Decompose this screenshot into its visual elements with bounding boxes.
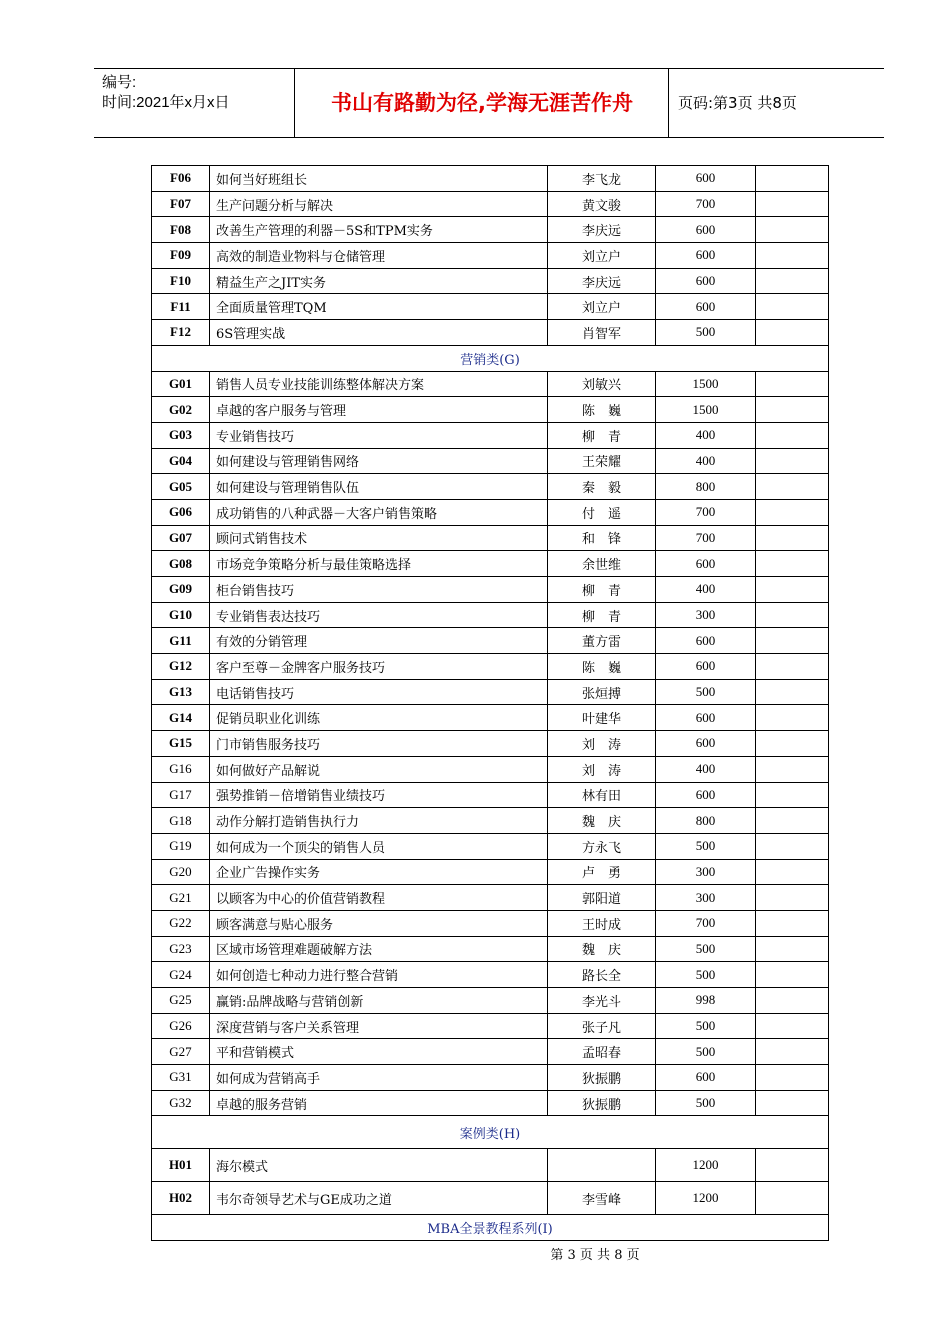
course-price: 700 (656, 499, 756, 525)
course-notes (756, 320, 829, 346)
course-code: G14 (152, 705, 210, 731)
course-lecturer: 刘立户 (548, 294, 656, 320)
course-title: 柜台销售技巧 (210, 577, 548, 603)
course-code: F12 (152, 320, 210, 346)
course-code: G04 (152, 448, 210, 474)
course-notes (756, 499, 829, 525)
course-title: 全面质量管理TQM (210, 294, 548, 320)
section-heading: 营销类(G) (152, 345, 829, 371)
course-code: G17 (152, 782, 210, 808)
course-lecturer: 柳 青 (548, 422, 656, 448)
table-row (152, 756, 829, 782)
course-lecturer: 卢 勇 (548, 859, 656, 885)
course-notes (756, 885, 829, 911)
course-notes (756, 1149, 829, 1182)
footer-page-number: 第 3 页 共 8 页 (550, 1248, 640, 1263)
course-code: G03 (152, 422, 210, 448)
table-row (152, 859, 829, 885)
course-code: H02 (152, 1182, 210, 1215)
course-lecturer: 李飞龙 (548, 166, 656, 192)
course-price: 500 (656, 936, 756, 962)
course-notes (756, 551, 829, 577)
table-row (152, 551, 829, 577)
course-code: F08 (152, 217, 210, 243)
course-notes (756, 833, 829, 859)
course-price: 500 (656, 320, 756, 346)
course-code: G10 (152, 602, 210, 628)
course-lecturer: 刘 涛 (548, 756, 656, 782)
table-row (152, 1065, 829, 1091)
table-row (152, 1039, 829, 1065)
course-lecturer (548, 1149, 656, 1182)
course-code: G21 (152, 885, 210, 911)
table-row (152, 1090, 829, 1116)
course-notes (756, 988, 829, 1014)
table-row (152, 499, 829, 525)
course-title: 海尔模式 (210, 1149, 548, 1182)
course-lecturer: 狄振鹏 (548, 1090, 656, 1116)
course-price: 600 (656, 1065, 756, 1091)
course-title: 如何创造七种动力进行整合营销 (210, 962, 548, 988)
course-notes (756, 910, 829, 936)
table-row (152, 191, 829, 217)
course-price: 400 (656, 422, 756, 448)
course-title: 如何建设与管理销售网络 (210, 448, 548, 474)
course-lecturer: 付 遥 (548, 499, 656, 525)
course-title: 门市销售服务技巧 (210, 731, 548, 757)
table-row (152, 525, 829, 551)
table-row (152, 268, 829, 294)
document-header (94, 68, 884, 138)
course-title: 平和营销模式 (210, 1039, 548, 1065)
table-row (152, 808, 829, 834)
course-price: 600 (656, 654, 756, 680)
table-row (152, 397, 829, 423)
course-title: 以顾客为中心的价值营销教程 (210, 885, 548, 911)
table-row (152, 782, 829, 808)
course-lecturer: 王时成 (548, 910, 656, 936)
course-code: G02 (152, 397, 210, 423)
course-code: H01 (152, 1149, 210, 1182)
table-row (152, 320, 829, 346)
header-divider (668, 69, 669, 137)
course-notes (756, 448, 829, 474)
course-lecturer: 秦 毅 (548, 474, 656, 500)
course-notes (756, 1039, 829, 1065)
course-notes (756, 243, 829, 269)
course-price: 400 (656, 577, 756, 603)
table-row (152, 654, 829, 680)
course-lecturer: 魏 庆 (548, 936, 656, 962)
table-row (152, 243, 829, 269)
course-title: 动作分解打造销售执行力 (210, 808, 548, 834)
course-title: 卓越的客户服务与管理 (210, 397, 548, 423)
course-notes (756, 782, 829, 808)
table-row (152, 1182, 829, 1215)
course-code: F10 (152, 268, 210, 294)
course-title: 如何做好产品解说 (210, 756, 548, 782)
course-notes (756, 936, 829, 962)
table-row (152, 474, 829, 500)
course-lecturer: 李光斗 (548, 988, 656, 1014)
table-row (152, 1013, 829, 1039)
course-title: 赢销:品牌战略与营销创新 (210, 988, 548, 1014)
course-price: 1200 (656, 1182, 756, 1215)
course-lecturer: 魏 庆 (548, 808, 656, 834)
course-notes (756, 628, 829, 654)
course-title: 区域市场管理难题破解方法 (210, 936, 548, 962)
section-row (152, 1116, 829, 1149)
course-notes (756, 1013, 829, 1039)
course-price: 600 (656, 782, 756, 808)
course-title: 专业销售技巧 (210, 422, 548, 448)
course-title: 6S管理实战 (210, 320, 548, 346)
course-lecturer: 方永飞 (548, 833, 656, 859)
course-lecturer: 肖智军 (548, 320, 656, 346)
course-lecturer: 林有田 (548, 782, 656, 808)
course-price: 500 (656, 962, 756, 988)
course-title: 有效的分销管理 (210, 628, 548, 654)
table-row (152, 448, 829, 474)
section-heading: 案例类(H) (152, 1116, 829, 1149)
course-title: 如何成为营销高手 (210, 1065, 548, 1091)
course-title: 如何当好班组长 (210, 166, 548, 192)
course-lecturer: 陈 巍 (548, 397, 656, 423)
course-price: 998 (656, 988, 756, 1014)
course-title: 如何成为一个顶尖的销售人员 (210, 833, 548, 859)
header-divider (294, 69, 295, 137)
course-title: 顾客满意与贴心服务 (210, 910, 548, 936)
course-price: 1500 (656, 397, 756, 423)
course-notes (756, 808, 829, 834)
course-price: 800 (656, 474, 756, 500)
course-lecturer: 张子凡 (548, 1013, 656, 1039)
course-lecturer: 刘立户 (548, 243, 656, 269)
course-code: G12 (152, 654, 210, 680)
course-code: G27 (152, 1039, 210, 1065)
table-row (152, 885, 829, 911)
course-code: G01 (152, 371, 210, 397)
table-row (152, 833, 829, 859)
course-code: F11 (152, 294, 210, 320)
course-price: 300 (656, 602, 756, 628)
course-lecturer: 陈 巍 (548, 654, 656, 680)
section-row (152, 1215, 829, 1241)
course-price: 500 (656, 1013, 756, 1039)
course-title: 精益生产之JIT实务 (210, 268, 548, 294)
course-title: 市场竞争策略分析与最佳策略选择 (210, 551, 548, 577)
course-notes (756, 859, 829, 885)
course-title: 销售人员专业技能训练整体解决方案 (210, 371, 548, 397)
course-price: 600 (656, 268, 756, 294)
course-lecturer: 李雪峰 (548, 1182, 656, 1215)
course-code: G19 (152, 833, 210, 859)
course-code: G06 (152, 499, 210, 525)
table-row (152, 936, 829, 962)
course-price: 500 (656, 833, 756, 859)
header-motto: 书山有路勤为径,学海无涯苦作舟 (331, 91, 633, 115)
course-notes (756, 371, 829, 397)
course-lecturer: 张烜搏 (548, 679, 656, 705)
course-notes (756, 756, 829, 782)
course-title: 韦尔奇领导艺术与GE成功之道 (210, 1182, 548, 1215)
course-notes (756, 705, 829, 731)
course-title: 专业销售表达技巧 (210, 602, 548, 628)
course-notes (756, 397, 829, 423)
course-lecturer: 王荣耀 (548, 448, 656, 474)
table-row (152, 602, 829, 628)
course-code: G05 (152, 474, 210, 500)
table-row (152, 217, 829, 243)
course-notes (756, 191, 829, 217)
course-notes (756, 217, 829, 243)
course-notes (756, 166, 829, 192)
course-title: 改善生产管理的利器－5S和TPM实务 (210, 217, 548, 243)
course-code: G18 (152, 808, 210, 834)
course-notes (756, 474, 829, 500)
course-title: 企业广告操作实务 (210, 859, 548, 885)
course-lecturer: 路长全 (548, 962, 656, 988)
course-price: 600 (656, 243, 756, 269)
course-lecturer: 黄文骏 (548, 191, 656, 217)
course-code: G22 (152, 910, 210, 936)
course-notes (756, 731, 829, 757)
course-price: 500 (656, 1090, 756, 1116)
course-price: 600 (656, 551, 756, 577)
course-code: G11 (152, 628, 210, 654)
course-price: 600 (656, 166, 756, 192)
table-row (152, 294, 829, 320)
page-footer (0, 1244, 950, 1263)
course-code: F07 (152, 191, 210, 217)
course-lecturer: 柳 青 (548, 602, 656, 628)
course-price: 700 (656, 191, 756, 217)
course-code: G07 (152, 525, 210, 551)
course-price: 700 (656, 910, 756, 936)
time-label: 时间:2021年x月x日 (102, 94, 230, 111)
course-title: 卓越的服务营销 (210, 1090, 548, 1116)
table-row (152, 910, 829, 936)
course-notes (756, 525, 829, 551)
course-price: 400 (656, 448, 756, 474)
course-lecturer: 李庆远 (548, 217, 656, 243)
course-title: 生产问题分析与解决 (210, 191, 548, 217)
course-title: 如何建设与管理销售队伍 (210, 474, 548, 500)
course-code: G20 (152, 859, 210, 885)
course-code: G13 (152, 679, 210, 705)
table-row (152, 166, 829, 192)
table-row (152, 422, 829, 448)
course-code: G26 (152, 1013, 210, 1039)
course-price: 400 (656, 756, 756, 782)
course-price: 1200 (656, 1149, 756, 1182)
course-title: 深度营销与客户关系管理 (210, 1013, 548, 1039)
course-catalog-body (152, 166, 829, 1241)
course-title: 促销员职业化训练 (210, 705, 548, 731)
course-notes (756, 962, 829, 988)
course-price: 1500 (656, 371, 756, 397)
course-notes (756, 294, 829, 320)
course-catalog-table (151, 165, 829, 1241)
course-notes (756, 422, 829, 448)
course-notes (756, 1182, 829, 1215)
course-notes (756, 268, 829, 294)
course-lecturer: 和 锋 (548, 525, 656, 551)
number-label: 编号: (102, 74, 137, 91)
course-code: G24 (152, 962, 210, 988)
course-price: 500 (656, 679, 756, 705)
course-price: 300 (656, 885, 756, 911)
course-price: 500 (656, 1039, 756, 1065)
header-page-info: 页码:第3页 共8页 (678, 94, 797, 112)
course-code: G23 (152, 936, 210, 962)
header-meta (102, 73, 230, 113)
table-row (152, 371, 829, 397)
course-lecturer: 李庆远 (548, 268, 656, 294)
course-price: 800 (656, 808, 756, 834)
course-title: 顾问式销售技术 (210, 525, 548, 551)
course-title: 客户至尊－金牌客户服务技巧 (210, 654, 548, 680)
course-code: G15 (152, 731, 210, 757)
table-row (152, 731, 829, 757)
table-row (152, 1149, 829, 1182)
course-lecturer: 刘 涛 (548, 731, 656, 757)
table-row (152, 988, 829, 1014)
course-notes (756, 679, 829, 705)
course-code: G16 (152, 756, 210, 782)
section-heading: MBA全景教程系列(I) (152, 1215, 829, 1241)
table-row (152, 679, 829, 705)
table-row (152, 577, 829, 603)
section-row (152, 345, 829, 371)
course-lecturer: 柳 青 (548, 577, 656, 603)
course-price: 600 (656, 217, 756, 243)
course-code: G31 (152, 1065, 210, 1091)
course-notes (756, 1065, 829, 1091)
course-price: 700 (656, 525, 756, 551)
course-notes (756, 1090, 829, 1116)
course-price: 600 (656, 628, 756, 654)
course-code: G32 (152, 1090, 210, 1116)
course-notes (756, 577, 829, 603)
course-title: 电话销售技巧 (210, 679, 548, 705)
course-title: 强势推销－倍增销售业绩技巧 (210, 782, 548, 808)
course-code: G25 (152, 988, 210, 1014)
course-lecturer: 狄振鹏 (548, 1065, 656, 1091)
course-title: 高效的制造业物料与仓储管理 (210, 243, 548, 269)
course-code: F06 (152, 166, 210, 192)
course-price: 600 (656, 294, 756, 320)
course-lecturer: 刘敏兴 (548, 371, 656, 397)
course-notes (756, 654, 829, 680)
course-notes (756, 602, 829, 628)
course-code: F09 (152, 243, 210, 269)
course-lecturer: 叶建华 (548, 705, 656, 731)
course-lecturer: 董方雷 (548, 628, 656, 654)
course-price: 600 (656, 705, 756, 731)
course-title: 成功销售的八种武器－大客户销售策略 (210, 499, 548, 525)
table-row (152, 962, 829, 988)
course-code: G09 (152, 577, 210, 603)
course-code: G08 (152, 551, 210, 577)
course-price: 600 (656, 731, 756, 757)
table-row (152, 705, 829, 731)
course-lecturer: 孟昭春 (548, 1039, 656, 1065)
course-lecturer: 郭阳道 (548, 885, 656, 911)
course-price: 300 (656, 859, 756, 885)
table-row (152, 628, 829, 654)
course-lecturer: 余世维 (548, 551, 656, 577)
